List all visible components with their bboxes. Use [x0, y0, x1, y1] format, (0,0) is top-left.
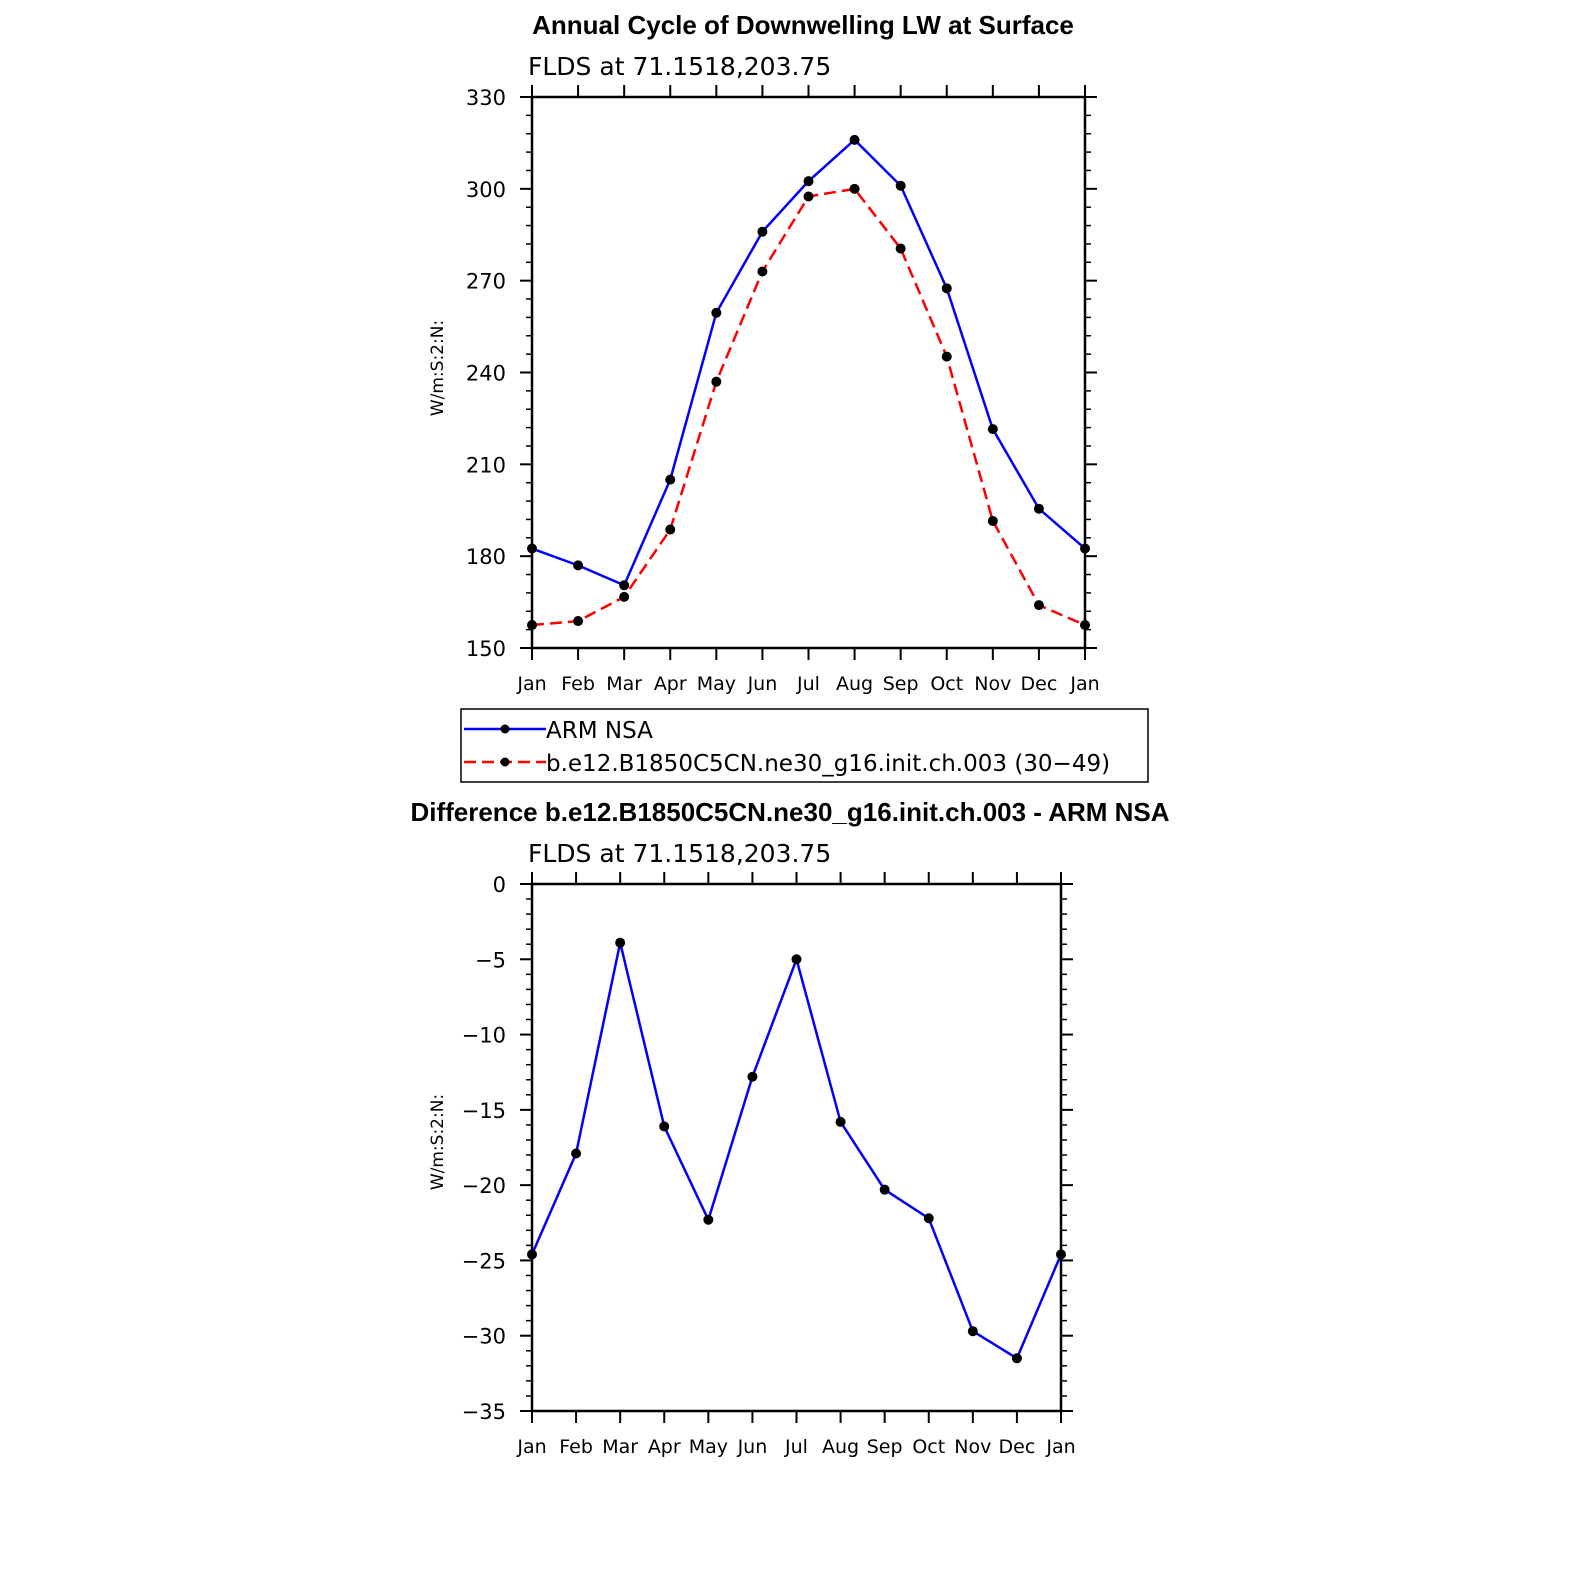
chart1-series-1-point — [711, 377, 721, 387]
chart1-series-1-point — [619, 592, 629, 602]
chart1-x-tick-label: Jun — [747, 673, 778, 695]
chart2-subtitle: FLDS at 71.1518,203.75 — [528, 839, 832, 868]
chart1-series-1-point — [850, 184, 860, 194]
chart1-x-tick-label: Jan — [517, 673, 547, 695]
chart2-x-tick-label: Jan — [517, 1436, 547, 1458]
chart1-series-0-point — [573, 560, 583, 570]
chart1-series-1-point — [1080, 620, 1090, 630]
annual-cycle-chart — [428, 10, 1100, 695]
chart1-series-1-point — [988, 516, 998, 526]
chart1-x-tick-label: May — [696, 673, 736, 695]
chart1-series-0-point — [942, 283, 952, 293]
chart1-axes — [466, 85, 1100, 695]
chart1-series-0-point — [757, 227, 767, 237]
chart1-x-tick-label: Sep — [882, 673, 919, 695]
chart2-x-tick-label: Jan — [1046, 1436, 1076, 1458]
chart2-series-0-point — [659, 1121, 669, 1131]
chart1-series-1-point — [1034, 600, 1044, 610]
chart1-series-0-point — [988, 424, 998, 434]
chart2-x-tick-label: Jun — [737, 1436, 768, 1458]
chart1-series-0-point — [1080, 544, 1090, 554]
chart2-x-tick-label: Sep — [866, 1436, 903, 1458]
chart1-title: Annual Cycle of Downwelling LW at Surface — [532, 10, 1074, 40]
chart1-series-1-point — [527, 620, 537, 630]
chart1-series-1-point — [942, 352, 952, 362]
chart2-x-tick-label: Feb — [559, 1436, 593, 1458]
chart2-y-tick-label: −25 — [461, 1249, 506, 1274]
chart2-x-tick-label: Dec — [998, 1436, 1036, 1458]
chart1-series-1-point — [896, 244, 906, 254]
chart2-series-0-point — [1012, 1353, 1022, 1363]
chart2-x-tick-label: Mar — [602, 1436, 639, 1458]
chart2-ylabel: W/m:S:2:N: — [428, 1093, 448, 1191]
legend-marker-arm — [501, 725, 510, 734]
chart2-series-0-point — [1056, 1249, 1066, 1259]
chart1-series-0-point — [527, 544, 537, 554]
chart2-series-0-line — [532, 943, 1061, 1359]
chart1-x-tick-label: Mar — [606, 673, 643, 695]
chart2-series-0-point — [792, 954, 802, 964]
chart1-series — [527, 135, 1090, 630]
chart2-y-tick-label: −15 — [461, 1098, 506, 1123]
chart1-series-0-point — [1034, 504, 1044, 514]
chart1-y-tick-label: 150 — [465, 637, 506, 661]
chart1-series-0-line — [532, 140, 1085, 585]
chart2-title: Difference b.e12.B1850C5CN.ne30_g16.init.ch.003 - ARM NSA — [410, 797, 1170, 827]
chart1-series-0-point — [665, 475, 675, 485]
chart1-subtitle: FLDS at 71.1518,203.75 — [528, 52, 832, 81]
chart2-series-0-point — [836, 1117, 846, 1127]
chart1-y-tick-label: 240 — [465, 361, 506, 386]
chart1-y-tick-label: 270 — [465, 269, 506, 294]
chart1-ylabel: W/m:S:2:N: — [428, 319, 448, 417]
chart2-series — [527, 938, 1066, 1364]
chart2-series-0-point — [615, 938, 625, 948]
chart2-axes — [462, 872, 1076, 1458]
chart2-x-tick-label: Aug — [822, 1436, 860, 1458]
chart1-x-tick-label: Feb — [561, 673, 595, 695]
chart2-x-tick-label: Apr — [647, 1436, 681, 1458]
chart1-series-1-point — [665, 525, 675, 535]
chart2-series-0-point — [968, 1326, 978, 1336]
chart2-series-0-point — [747, 1072, 757, 1082]
chart1-x-tick-label: Jul — [797, 673, 820, 695]
chart2-series-0-point — [527, 1249, 537, 1259]
chart1-y-tick-label: 330 — [465, 86, 506, 110]
chart1-series-0-point — [896, 181, 906, 191]
chart1-x-tick-label: Nov — [974, 673, 1012, 695]
chart1-y-tick-label: 180 — [465, 545, 506, 570]
chart2-y-tick-label: −20 — [461, 1174, 506, 1199]
chart1-series-1-point — [804, 191, 814, 201]
legend-marker-model — [501, 758, 510, 767]
chart1-series-0-point — [850, 135, 860, 145]
chart1-x-tick-label: Dec — [1020, 673, 1058, 695]
chart1-series-0-point — [619, 580, 629, 590]
chart1-series-0-point — [711, 308, 721, 318]
chart1-x-tick-label: Apr — [653, 673, 687, 695]
chart1-legend — [461, 709, 1148, 782]
chart2-y-tick-label: −35 — [461, 1400, 506, 1424]
chart2-y-tick-label: −30 — [461, 1324, 506, 1349]
chart1-series-1-line — [532, 189, 1085, 625]
chart2-y-tick-label: 0 — [492, 873, 506, 897]
difference-chart — [410, 797, 1169, 1458]
chart2-series-0-point — [880, 1185, 890, 1195]
chart2-x-tick-label: Jul — [785, 1436, 808, 1458]
chart1-x-tick-label: Aug — [836, 673, 874, 695]
chart2-series-0-point — [924, 1213, 934, 1223]
chart2-series-0-point — [571, 1149, 581, 1159]
chart1-series-0-point — [804, 176, 814, 186]
chart1-x-tick-label: Jan — [1070, 673, 1100, 695]
chart1-series-1-point — [573, 616, 583, 626]
chart1-series-1-point — [757, 266, 767, 276]
chart1-y-tick-label: 210 — [465, 453, 506, 478]
chart1-x-tick-label: Oct — [930, 673, 964, 695]
legend-label-model: b.e12.B1850C5CN.ne30_g16.init.ch.003 (30−49) — [546, 751, 1111, 777]
legend-label-arm: ARM NSA — [546, 718, 653, 744]
chart2-x-tick-label: Oct — [912, 1436, 946, 1458]
chart1-y-tick-label: 300 — [465, 177, 506, 202]
chart2-y-tick-label: −10 — [461, 1023, 506, 1048]
chart2-series-0-point — [703, 1215, 713, 1225]
chart2-x-tick-label: Nov — [954, 1436, 992, 1458]
chart2-x-tick-label: May — [688, 1436, 728, 1458]
chart2-y-tick-label: −5 — [475, 948, 506, 973]
